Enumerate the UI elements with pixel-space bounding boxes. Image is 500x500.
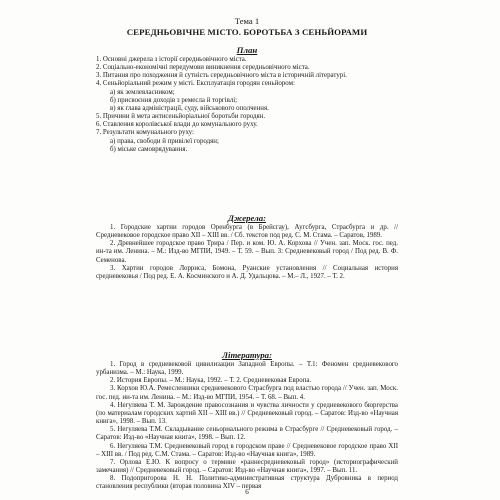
literature-item: 7. Орлова Е.Ю. К вопросу о термине «раннесредневековый город» (историографический замечания) // Средневековый город. – Саратов: Изд-во «Научная книга», 1997. – Вып. 11.: [96, 458, 398, 475]
literature-item: 4. Негуляева Т. М. Зарождение правосознания и чувства личности у средневекового бюргерства (по материалам городских хартий XII – XIII вв.) // Средневековый город. – Саратов: Изд-во «Научная книга», 1998. – Вып. 13.: [96, 401, 398, 426]
plan-item: 1. Основні джерела з історії середньовічного міста.: [96, 56, 247, 63]
topic-label: Тема 1: [234, 16, 260, 26]
page-title: СЕРЕДНЬОВІЧНЕ МІСТО. БОРОТЬБА З СЕНЬЙОРАМИ: [126, 27, 368, 37]
plan-subitem: б) присвоєння доходів з ремесла й торгівлі;: [110, 96, 238, 104]
literature-list: [96, 361, 398, 492]
source-item: 1. Городские хартии городов Оренбурга (в Брейсгау), Аугсбурга, Страсбурга и др. // Средневековое городское право XII – XIII вв. / Сб. текстов под ред. С. М. Стама. – Саратов, 1989.: [96, 224, 398, 240]
plan-subitem: в) як глава адміністрації, суду, військового ополчення.: [110, 104, 269, 112]
sources-list: [96, 224, 398, 281]
literature-item: 3. Корхов Ю.А. Ремесленники средневекового Страсбурга под властью города // Учен. зап. Моск. гос. пед. ин-та им. Ленина. – М.: Изд-во МГПИ, 1954. – Т. 68. – Вып. 4.: [96, 385, 398, 401]
plan-item: 4. Сеньйоріальний режим у місті. Експлуатація городян сеньйором:: [96, 80, 295, 88]
plan-heading: План: [236, 45, 258, 55]
plan-list: [96, 56, 398, 154]
plan-item: 7. Результати комунального руху:: [96, 129, 194, 137]
page-number: 6: [245, 488, 249, 496]
literature-item: 6. Негуляева Т.М. Средневековый город в городском праве // Средневековое городское право XII – XIII вв. / Под ред. С.М. Стама. – Саратов: Изд-во «Научная книга», 1989.: [96, 442, 398, 458]
plan-item: 2. Соціально-економічні передумови виникнення середньовічного міста.: [96, 64, 310, 72]
literature-item: 2. История Европы. – М.: Наука, 1992. – Т. 2. Средневековая Европа.: [110, 377, 312, 385]
plan-subitem: б) міське самоврядування.: [110, 145, 188, 153]
literature-item: 1. Город в средневековой цивилизации Западной Европы. – Т.1: Феномен средневекового урбанизма. – М.: Наука, 1999.: [96, 361, 398, 377]
literature-item: 5. Негуляева Т.М. Складывание сеньориального режима в Страсбурге // Средневековый город. – Саратов: Изд-во «Научная книга», 1998. – Вып. 12.: [96, 426, 398, 442]
plan-item: 3. Питання про походження й сутність середньовічного міста в історичній літературі.: [96, 72, 347, 80]
sources-heading: Джерела:: [227, 213, 267, 223]
literature-heading: Література:: [221, 350, 273, 360]
source-item: 2. Древнейшее городское право Трира / Пер. и ком. Ю. А. Корхова // Учен. зап. Моск. гос. пед. ин-та им. Ленина. – М.: Изд-во МГПИ, 1949. – Т. 59. – Вып. 3: Средневековый город / Под ред. В. Ф. Семенова.: [96, 240, 398, 264]
plan-subitem: а) права, свободи й привілеї городян;: [110, 137, 219, 145]
plan-subitem: а) як землевласником;: [110, 88, 175, 96]
literature-item: 8. Подопригорова Н. Н. Политико-административная структура Дубровника в период становления республики (вторая половина XIV – первая: [96, 475, 398, 491]
source-item: 3. Хартии городов Лорриса, Бомона, Руанские установления // Социальная история средневековья / Под ред. Е. А. Косминского и А. Д. Удальцова. – М.– Л., 1927. – Т. 2.: [96, 264, 398, 280]
plan-item: 5. Причини й мета антисеньйоріальної боротьби городян.: [96, 113, 266, 121]
plan-item: 6. Ставлення королівської влади до комунального руху.: [96, 121, 258, 129]
